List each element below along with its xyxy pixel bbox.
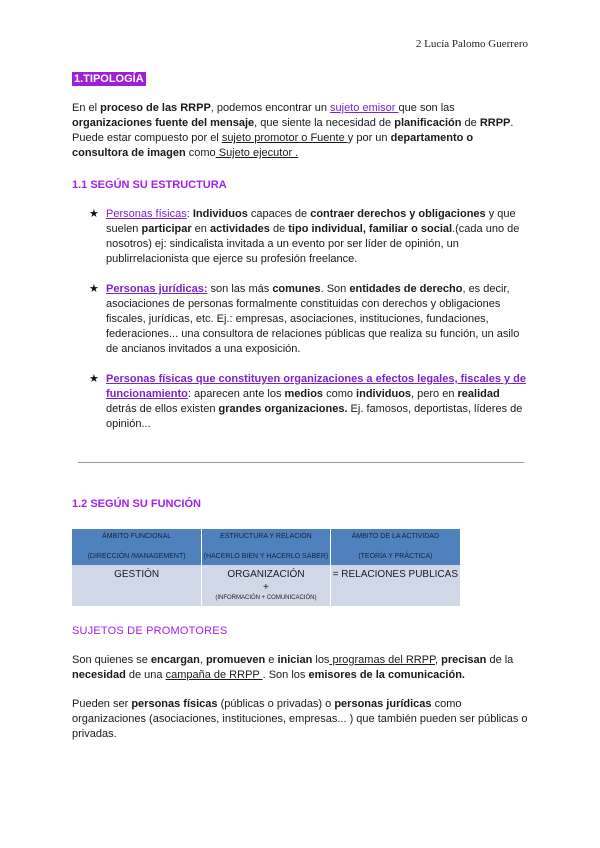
page-header-author: 2 Lucía Palomo Guerrero xyxy=(415,38,528,50)
document-body-lower xyxy=(72,497,528,742)
table-row xyxy=(72,565,460,606)
table-cell: = RELACIONES PUBLICAS xyxy=(330,565,460,606)
document-body xyxy=(72,72,528,432)
star-bullet-icon: ★ xyxy=(89,208,99,220)
table-header-cell: ÁMBITO DE LA ACTIVIDAD (TEORÍA Y PRÁCTICA) xyxy=(330,529,460,565)
subsection-title-funcion: 1.2 SEGÚN SU FUNCIÓN xyxy=(72,498,201,510)
personas-fisicas-organizaciones-link[interactable]: Personas físicas que constituyen organizaciones a efectos legales, fiscales y de funcionamiento xyxy=(106,373,527,400)
star-bullet-icon: ★ xyxy=(89,283,99,295)
subsection-title-estructura: 1.1 SEGÚN SU ESTRUCTURA xyxy=(72,179,227,191)
list-item: ★ Personas jurídicas: son las más comunes. Son entidades de derecho, es decir, asociaciones de personas formalmente constituidas con derechos y obligaciones fiscales, jurídicas, etc. Ej.: empresas, asociaciones, instituciones, fundaciones, federaciones... una consultora de relaciones públicas que realiza su función, un asilo de ancianos invitados a una exposición. xyxy=(89,283,520,355)
list-item: ★ Personas físicas: Individuos capaces de contraer derechos y obligaciones y que suelen participar en actividades de tipo individual, familiar o social.(cada uno de nosotros) ej: sindicalista invitada a un evento por ser líder de opinión, un publirrelacionista que ejerce su profesión freelance. xyxy=(89,208,520,265)
star-bullet-icon: ★ xyxy=(89,373,99,385)
personas-juridicas-link[interactable]: Personas jurídicas: xyxy=(106,283,208,295)
promotores-paragraph-2: Pueden ser personas físicas (públicas o privadas) o personas jurídicas como organizaciones (asociaciones, instituciones, empresas... ) que también pueden ser públicas o privadas. xyxy=(72,698,528,740)
section-title: 1.TIPOLOGÍA xyxy=(74,73,144,85)
funcion-table xyxy=(72,529,460,606)
table-header-cell: ESTRUCTURA Y RELACIÓN (HACERLO BIEN Y HACERLO SABER) xyxy=(202,529,330,565)
personas-fisicas-link[interactable]: Personas físicas xyxy=(106,208,187,220)
promotores-heading: SUJETOS DE PROMOTORES xyxy=(72,625,228,637)
table-cell: GESTIÓN xyxy=(72,565,202,606)
promotores-paragraph-1: Son quienes se encargan, promueven e inician los programas del RRPP, precisan de la necesidad de una campaña de RRPP . Son los emisores de la comunicación. xyxy=(72,654,514,681)
sujeto-emisor-link[interactable]: sujeto emisor xyxy=(330,102,399,114)
estructura-list xyxy=(72,207,528,432)
horizontal-divider xyxy=(78,462,524,463)
intro-paragraph: En el proceso de las RRPP, podemos encontrar un sujeto emisor que son las organizaciones fuente del mensaje, que siente la necesidad de planificación de RRPP. Puede estar compuesto por el sujeto promotor o Fuente y por un departamento o consultora de imagen como Sujeto ejecutor . xyxy=(72,102,514,159)
table-header-cell: ÁMBITO FUNCIONAL (DIRECCIÓN /MANAGEMENT) xyxy=(72,529,202,565)
table-cell: ORGANIZACIÓN + (INFORMACIÓN + COMUNICACIÓN) xyxy=(202,565,330,606)
list-item: ★ Personas físicas que constituyen organizaciones a efectos legales, fiscales y de funcionamiento: aparecen ante los medios como individuos, pero en realidad detrás de ellos existen grandes organizaciones. Ej. famosos, deportistas, líderes de opinión... xyxy=(89,373,527,430)
table-header-row xyxy=(72,529,460,565)
